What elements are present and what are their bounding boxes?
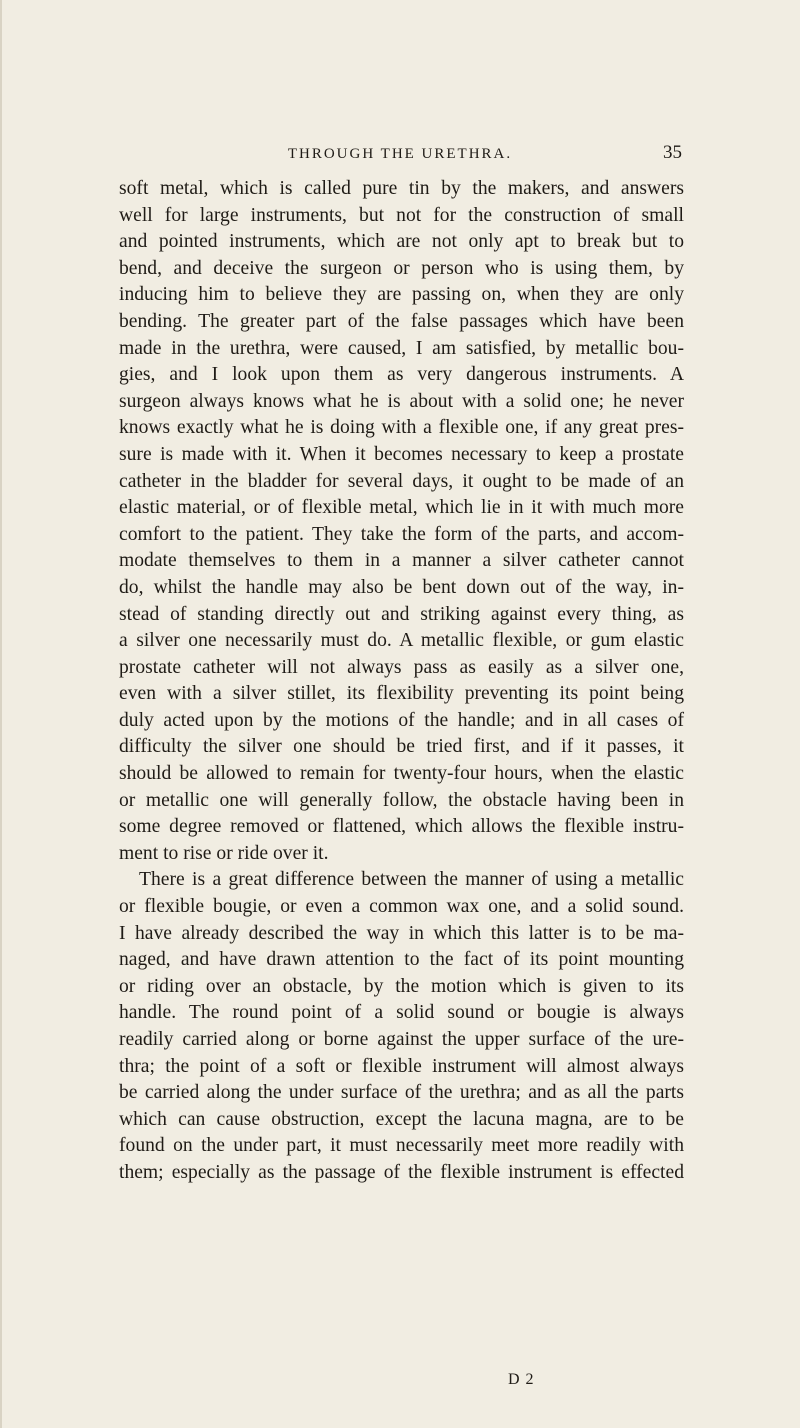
text-line: a silver one necessarily must do. A metallic flexible, or gum elastic [119, 630, 684, 652]
text-line: should be allowed to remain for twenty-four hours, when the elastic [119, 763, 684, 785]
text-line: thra; the point of a soft or flexible instrument will almost always [119, 1055, 684, 1077]
running-title: THROUGH THE URETHRA. [287, 146, 513, 162]
text-line: catheter in the bladder for several days, it ought to be made of an [119, 470, 684, 492]
text-line: gies, and I look upon them as very dangerous instruments. A [119, 364, 684, 386]
text-line: well for large instruments, but not for the construction of small [119, 204, 684, 226]
text-line: surgeon always knows what he is about with a solid one; he never [119, 390, 684, 412]
page-number: 35 [663, 142, 682, 163]
page-edge [0, 0, 2, 1428]
text-line: I have already described the way in which this latter is to be ma- [119, 922, 684, 944]
text-line: or riding over an obstacle, by the motion which is given to its [119, 975, 684, 997]
text-line: stead of standing directly out and striking against every thing, as [119, 603, 684, 625]
text-line: bend, and deceive the surgeon or person who is using them, by [119, 257, 684, 279]
text-line: difficulty the silver one should be tried first, and if it passes, it [119, 736, 684, 758]
text-line: prostate catheter will not always pass as easily as a silver one, [119, 656, 684, 678]
text-line: inducing him to believe they are passing on, when they are only [119, 284, 684, 306]
text-line: bending. The greater part of the false passages which have been [119, 310, 684, 332]
text-line: ment to rise or ride over it. [119, 842, 329, 864]
signature-mark: D 2 [508, 1371, 535, 1388]
text-line: or metallic one will generally follow, the obstacle having been in [119, 789, 684, 811]
text-line: soft metal, which is called pure tin by the makers, and answers [119, 178, 684, 199]
text-line: comfort to the patient. They take the form of the parts, and accom- [119, 523, 684, 545]
text-line: found on the under part, it must necessarily meet more readily with [119, 1135, 684, 1157]
text-line: There is a great difference between the manner of using a metallic [139, 869, 684, 891]
text-line: elastic material, or of flexible metal, which lie in it with much more [119, 497, 684, 519]
text-line: which can cause obstruction, except the lacuna magna, are to be [119, 1108, 684, 1130]
text-line: made in the urethra, were caused, I am satisfied, by metallic bou- [119, 337, 684, 359]
text-line: even with a silver stillet, its flexibility preventing its point being [119, 683, 684, 705]
text-line: and pointed instruments, which are not only apt to break but to [119, 231, 684, 253]
text-line: naged, and have drawn attention to the fact of its point mounting [119, 949, 684, 971]
text-line: some degree removed or flattened, which allows the flexible instru- [119, 816, 684, 838]
text-line: do, whilst the handle may also be bent down out of the way, in- [119, 576, 684, 598]
text-line: readily carried along or borne against the upper surface of the ure- [119, 1029, 684, 1050]
text-line: modate themselves to them in a manner a silver catheter cannot [119, 550, 684, 572]
text-line: duly acted upon by the motions of the handle; and in all cases of [119, 709, 684, 731]
text-line: knows exactly what he is doing with a flexible one, if any great pres- [119, 417, 684, 439]
text-line: be carried along the under surface of the urethra; and as all the parts [119, 1082, 684, 1104]
text-line: handle. The round point of a solid sound or bougie is always [119, 1002, 684, 1024]
text-line: them; especially as the passage of the flexible instrument is effected [119, 1161, 684, 1183]
text-line: or flexible bougie, or even a common wax one, and a solid sound. [119, 896, 684, 918]
body-text [119, 176, 684, 1187]
text-line: sure is made with it. When it becomes necessary to keep a prostate [119, 443, 684, 465]
